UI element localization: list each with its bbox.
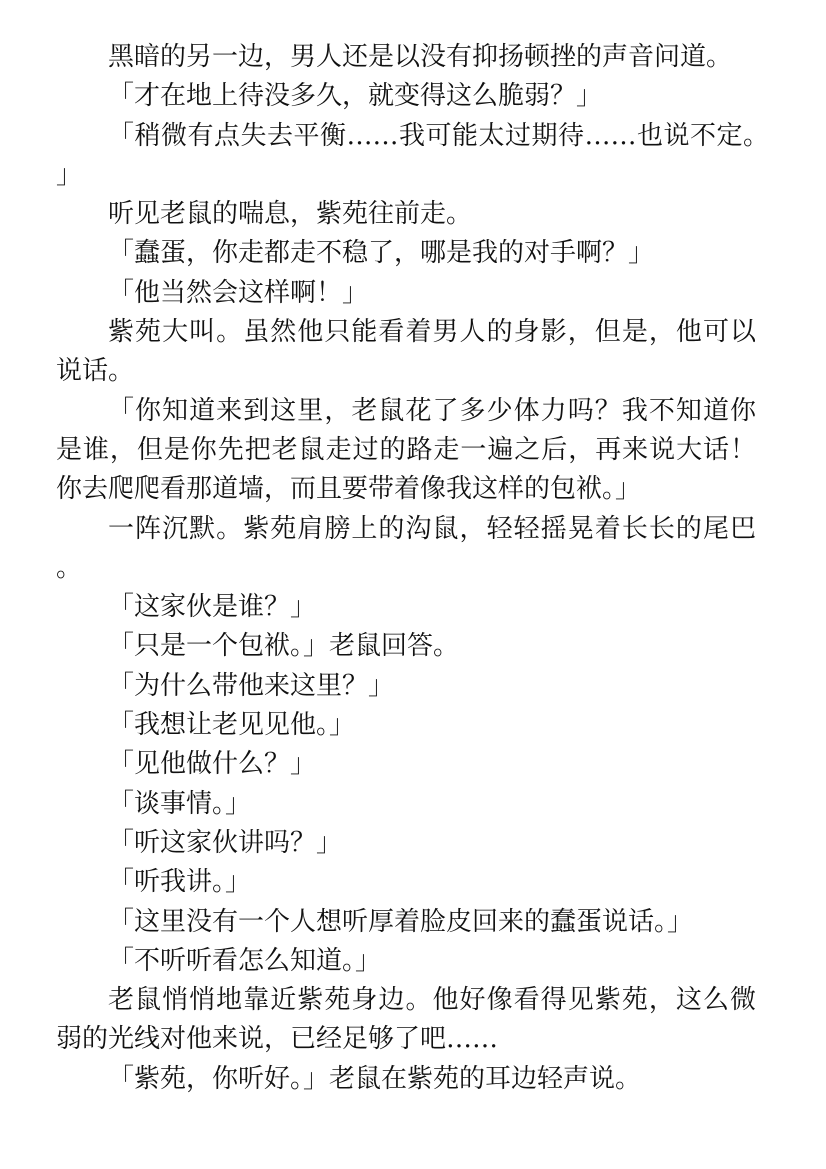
paragraph: 「紫苑，你听好。」老鼠在紫苑的耳边轻声说。	[108, 1063, 642, 1094]
paragraph: 老鼠悄悄地靠近紫苑身边。他好像看得见紫苑，这么微弱的光线对他来说，已经足够了吧……	[56, 985, 756, 1055]
paragraph: 「这里没有一个人想听厚着脸皮回来的蠢蛋说话。」	[108, 906, 694, 937]
paragraph: 「见他做什么？」	[108, 749, 317, 780]
document-page	[56, 38, 756, 1099]
paragraph: 「稍微有点失去平衡……我可能太过期待……也说不定。」	[56, 120, 756, 190]
paragraph: 「不听听看怎么知道。」	[108, 945, 382, 976]
paragraph: 「谈事情。」	[108, 788, 252, 819]
paragraph: 黑暗的另一边，男人还是以没有抑扬顿挫的声音问道。	[108, 42, 733, 72]
paragraph: 「蠢蛋，你走都走不稳了，哪是我的对手啊？」	[108, 238, 655, 269]
paragraph: 「只是一个包袱。」老鼠回答。	[108, 631, 460, 662]
paragraph: 「听这家伙讲吗？」	[108, 827, 343, 858]
paragraph: 紫苑大叫。虽然他只能看着男人的身影，但是，他可以说话。	[56, 317, 756, 387]
paragraph: 「才在地上待没多久，就变得这么脆弱？」	[108, 81, 603, 112]
paragraph: 「听我讲。」	[108, 867, 252, 898]
paragraph: 「为什么带他来这里？」	[108, 670, 395, 701]
paragraph: 「我想让老见见他。」	[108, 710, 356, 741]
paragraph: 「这家伙是谁？」	[108, 592, 317, 623]
paragraph: 「你知道来到这里，老鼠花了多少体力吗？我不知道你是谁，但是你先把老鼠走过的路走一遍之后，再来说大话！你去爬爬看那道墙，而且要带着像我这样的包袱。」	[56, 395, 756, 505]
paragraph: 「他当然会这样啊！」	[108, 277, 369, 308]
paragraph: 一阵沉默。紫苑肩膀上的沟鼠，轻轻摇晃着长长的尾巴。	[56, 513, 756, 583]
paragraph: 听见老鼠的喘息，紫苑往前走。	[108, 199, 473, 230]
